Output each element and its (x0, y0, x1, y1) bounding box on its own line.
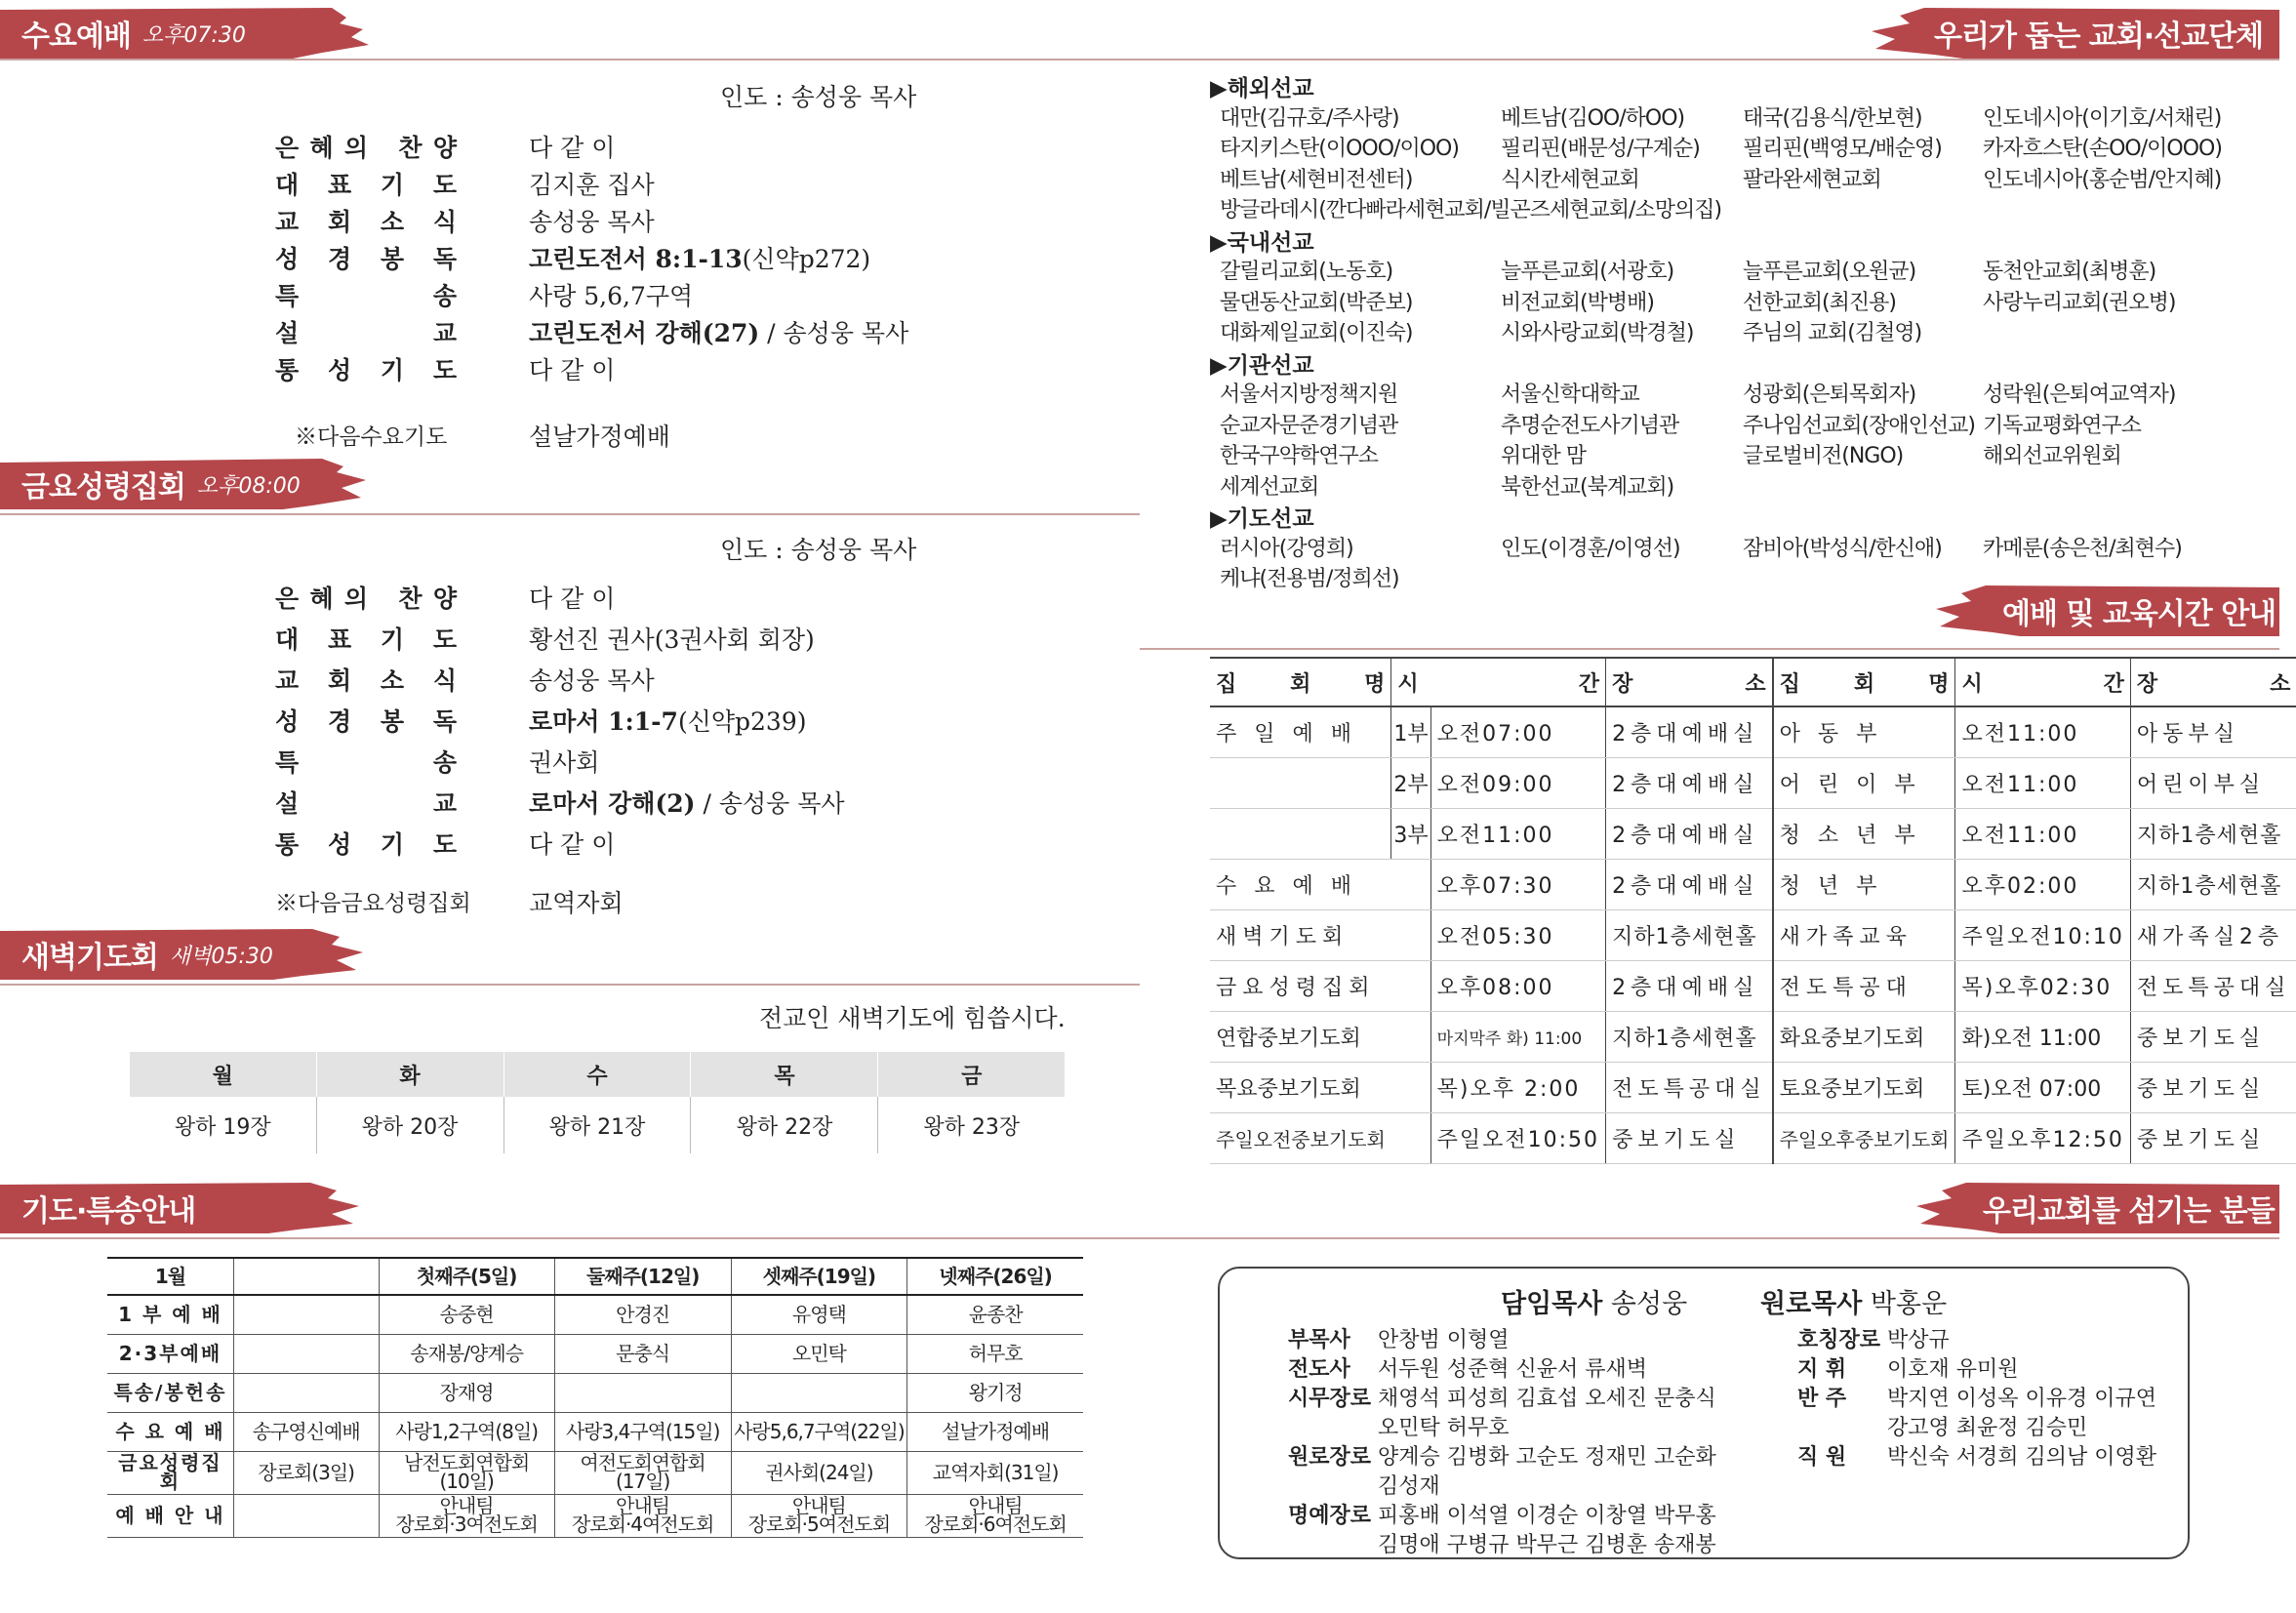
order-label: 통 성 기 도 (275, 830, 457, 859)
meeting-name: 어린이부 (1779, 773, 1933, 797)
staff-names: 양계승 김병화 고순도 정재민 고순화 (1378, 1445, 1716, 1470)
divider (0, 1237, 1140, 1239)
staff-names: 김명애 구병규 박무근 김병훈 송재봉 (1378, 1533, 1716, 1557)
order-label: 특 송 (275, 748, 457, 777)
table-cell (233, 1494, 379, 1537)
mission-item: 인도네시아(홍순범/안지혜) (1983, 167, 2222, 192)
mission-item: 필리핀(배문성/구계순) (1501, 137, 1700, 161)
time-cell: 오전11:00 (1436, 824, 1554, 848)
time-cell: 주일오전10:10 (1961, 925, 2124, 949)
table-cell (731, 1373, 907, 1412)
mission-item: 해외선교위원회 (1983, 444, 2121, 468)
scripture-reference: 로마서 1:1-7 (529, 707, 678, 736)
staff-names: 이호재 유미원 (1887, 1357, 2019, 1382)
mission-item: 추명순전도사기념관 (1501, 413, 1679, 438)
table-cell: 윤종찬 (907, 1295, 1083, 1334)
order-value: 송성웅 목사 (529, 208, 655, 236)
time-cell: 목)오후 2:00 (1436, 1077, 1581, 1102)
time-cell: 오전07:00 (1436, 722, 1554, 746)
mission-item: 케냐(전용범/정희선) (1220, 567, 1399, 591)
banner-schedule (1932, 585, 2279, 636)
order-value: 다 같 이 (529, 356, 616, 384)
table-cell (233, 1373, 379, 1412)
table-header: 시 간 (1961, 671, 2124, 697)
banner-title: 우리가 돕는 교회·선교단체 (1934, 20, 2264, 54)
order-label: 설 교 (275, 319, 457, 347)
worship-schedule-table (1210, 657, 2296, 1164)
mission-item: 늘푸른교회(오원균) (1743, 260, 1916, 284)
table-header: 집 회 명 (1216, 671, 1386, 697)
banner-friday (0, 459, 371, 509)
mission-item: 물댄동산교회(박준보) (1220, 290, 1413, 315)
meeting-name: 아동부 (1779, 722, 1895, 746)
dawn-reading-table (130, 1052, 1065, 1153)
order-label: 성 경 봉 독 (275, 707, 457, 736)
sermon-title: 로마서 강해(2) (529, 789, 696, 818)
location-cell: 중보기도실 (2136, 1128, 2266, 1152)
mission-item: 베트남(김OO/하OO) (1501, 105, 1685, 131)
mission-group-title: ▶기관선교 (1210, 352, 1314, 379)
meeting-name: 청년부 (1779, 874, 1895, 899)
mission-item: 잠비아(박성식/한신애) (1743, 536, 1942, 561)
reading-cell: 왕하 23장 (923, 1114, 1021, 1140)
time-cell: 오전11:00 (1961, 722, 2079, 746)
mission-item: 한국구약학연구소 (1220, 444, 1379, 468)
next-label: ※다음수요기도 (295, 424, 448, 450)
dawn-note: 전교인 새벽기도에 힘씁시다. (759, 1004, 1066, 1032)
day-header: 수 (504, 1052, 691, 1097)
table-cell: 송중현 (379, 1295, 554, 1334)
location-cell: 어린이부실 (2136, 773, 2266, 797)
meeting-name: 새가족교육 (1779, 925, 1913, 949)
order-label: 교 회 소 식 (275, 666, 457, 695)
reading-cell: 왕하 22장 (691, 1097, 878, 1153)
location-cell: 지하1층세현홀 (1612, 925, 1757, 949)
mission-item: 순교자문준경기념관 (1220, 413, 1398, 438)
table-header: 장 소 (1612, 671, 1766, 697)
table-cell: 송구영신예배 (233, 1412, 379, 1451)
table-cell: 여전도회연합회 (17일) (554, 1451, 731, 1494)
order-label: 대 표 기 도 (275, 171, 457, 199)
time-cell: 3부 (1393, 824, 1429, 848)
meeting-name: 주일오후중보기도회 (1779, 1128, 1950, 1151)
time-cell: 오후08:00 (1436, 976, 1554, 1000)
table-cell: 왕기정 (907, 1373, 1083, 1412)
reading-cell: 왕하 19장 (130, 1097, 316, 1153)
staff-role: 전도사 (1288, 1357, 1350, 1382)
mission-item: 갈릴리교회(노동호) (1220, 260, 1393, 284)
staff-names: 박지연 이성옥 이유경 이규연 (1887, 1387, 2157, 1411)
divider (0, 513, 1140, 515)
location-cell: 전도특공대실 (2136, 976, 2291, 1000)
table-cell: 사랑3,4구역(15일) (554, 1412, 731, 1451)
senior-pastor-name: 송성웅 (1610, 1289, 1688, 1319)
time-cell: 오후02:00 (1961, 874, 2079, 899)
table-cell: 1 부 예 배 (107, 1295, 233, 1334)
mission-item: 카자흐스탄(손OO/이OOO) (1983, 137, 2222, 161)
location-cell: 중보기도실 (2136, 1027, 2266, 1051)
mission-group-title: ▶기도선교 (1210, 506, 1314, 532)
mission-item: 서울신학대학교 (1501, 383, 1639, 407)
mission-item: 비전교회(박병배) (1501, 290, 1654, 315)
staff-names: 오민탁 허무호 (1378, 1416, 1510, 1440)
time-cell: 오전05:30 (1436, 925, 1554, 949)
table-cell: 사랑1,2구역(8일) (379, 1412, 554, 1451)
table-header: 장 소 (2136, 671, 2291, 697)
staff-names: 김성재 (1378, 1474, 1440, 1499)
table-cell: 수 요 예 배 (107, 1412, 233, 1451)
divider (1140, 1237, 2279, 1239)
emeritus-pastor-name: 박홍운 (1870, 1289, 1948, 1319)
location-cell: 2층대예배실 (1612, 722, 1759, 746)
table-cell: 금요성령집회 (107, 1451, 233, 1494)
senior-pastor-label: 담임목사 (1501, 1289, 1603, 1319)
table-cell: 안내팀 장로회·4여전도회 (554, 1494, 731, 1537)
staff-names: 강고영 최윤정 김승민 (1887, 1416, 2088, 1440)
mission-item: 성락원(은퇴여교역자) (1983, 383, 2176, 407)
order-value: 다 같 이 (529, 134, 616, 162)
order-label: 대 표 기 도 (275, 625, 457, 654)
mission-item: 세계선교회 (1220, 474, 1319, 500)
order-value: 황선진 권사(3권사회 회장) (529, 625, 815, 654)
meeting-name: 전도특공대 (1779, 976, 1913, 1000)
table-cell: 2·3부예배 (107, 1334, 233, 1373)
table-cell (554, 1373, 731, 1412)
mission-item: 러시아(강영희) (1220, 536, 1353, 561)
location-cell: 2층대예배실 (1612, 976, 1759, 1000)
order-value: 다 같 이 (529, 830, 616, 859)
table-header: 집 회 명 (1779, 671, 1950, 697)
mission-item: 시와사랑교회(박경철) (1501, 321, 1694, 345)
staff-role: 시무장로 (1288, 1387, 1372, 1411)
divider (0, 984, 1140, 986)
day-header: 금 (961, 1064, 983, 1089)
mission-item: 카메룬(송은천/최현수) (1983, 536, 2182, 561)
time-cell: 오전11:00 (1961, 773, 2079, 797)
order-value: 사랑 5,6,7구역 (529, 282, 694, 310)
table-cell: 예 배 안 내 (107, 1494, 233, 1537)
location-cell: 지하1층세현홀 (2136, 874, 2282, 899)
banner-dawn (0, 929, 366, 980)
mission-item: 주나임선교회(장애인선교) (1743, 413, 1975, 438)
table-cell: 장로회(3일) (233, 1451, 379, 1494)
location-cell: 아동부실 (2136, 722, 2239, 746)
time-cell: 토)오전 07:00 (1961, 1077, 2102, 1102)
banner-time: 오후07:30 (141, 22, 246, 48)
order-value: 송성웅 목사 (529, 666, 655, 695)
meeting-name: 주일오전중보기도회 (1216, 1128, 1386, 1151)
table-cell: 남전도회연합회 (10일) (379, 1451, 554, 1494)
banner-staff (1913, 1183, 2279, 1233)
next-value: 교역자회 (529, 889, 624, 917)
order-value: 다 같 이 (529, 585, 616, 613)
time-cell: 마지막주 화) 11:00 (1436, 1029, 1583, 1049)
leader-text: 인도 : 송성웅 목사 (720, 83, 917, 111)
reading-cell: 왕하 21장 (504, 1097, 691, 1153)
table-cell: 허무호 (907, 1334, 1083, 1373)
sermon-preacher: / 송성웅 목사 (695, 789, 845, 818)
emeritus-pastor-label: 원로목사 (1760, 1289, 1863, 1319)
staff-names: 안창범 이형열 (1378, 1328, 1510, 1352)
location-cell: 2층대예배실 (1612, 824, 1759, 848)
mission-item: 태국(김용식/한보현) (1743, 105, 1922, 131)
time-cell: 주일오후12:50 (1961, 1128, 2124, 1152)
table-header: 셋째주(19일) (731, 1258, 907, 1295)
mission-item: 타지키스탄(이OOO/이OO) (1220, 137, 1459, 161)
location-cell: 2층대예배실 (1612, 773, 1759, 797)
banner-title: 예배 및 교육시간 안내 (2002, 597, 2276, 631)
order-value: 김지훈 집사 (529, 171, 655, 199)
day-header: 화 (316, 1052, 504, 1097)
scripture-reference: 고린도전서 8:1-13 (529, 245, 743, 273)
location-cell: 중보기도실 (2136, 1077, 2266, 1102)
location-cell: 중보기도실 (1612, 1128, 1741, 1152)
mission-group-title: ▶국내선교 (1210, 229, 1314, 256)
staff-names: 박신숙 서경희 김의남 이영환 (1887, 1445, 2157, 1470)
staff-role: 원로장로 (1288, 1445, 1372, 1470)
staff-names: 박상규 (1887, 1328, 1950, 1352)
location-cell: 전도특공대실 (1612, 1077, 1766, 1102)
table-cell: 오민탁 (731, 1334, 907, 1373)
mission-item: 베트남(세현비전센터) (1220, 167, 1413, 192)
banner-prayer (0, 1183, 361, 1233)
staff-names: 서두원 성준혁 신윤서 류새벽 (1378, 1357, 1648, 1382)
meeting-name: 청소년부 (1779, 824, 1933, 848)
table-header: 시 간 (1397, 671, 1600, 697)
time-cell: 1부 (1393, 722, 1429, 746)
table-cell (233, 1334, 379, 1373)
day-header: 목 (691, 1052, 878, 1097)
mission-item: 북한선교(북계교회) (1501, 474, 1674, 500)
order-label: 특 송 (275, 282, 457, 310)
meeting-name: 목요중보기도회 (1216, 1077, 1361, 1102)
staff-role: 호칭장로 (1797, 1328, 1881, 1352)
mission-item: 인도네시아(이기호/서채린) (1983, 105, 2222, 131)
banner-title: 기도·특송안내 (21, 1194, 196, 1229)
staff-names: 피홍배 이석열 이경순 이창열 박무홍 (1378, 1504, 1716, 1528)
meeting-name: 토요중보기도회 (1779, 1077, 1925, 1102)
table-cell: 장재영 (379, 1373, 554, 1412)
location-cell: 새가족실2층 (2136, 925, 2284, 949)
table-header: 1월 (107, 1258, 233, 1295)
reading-cell: 왕하 20장 (316, 1097, 504, 1153)
mission-item: 사랑누리교회(권오병) (1983, 290, 2176, 315)
sermon-preacher: / 송성웅 목사 (759, 319, 909, 347)
time-cell: 주일오전10:50 (1436, 1128, 1600, 1152)
table-header (233, 1258, 379, 1295)
mission-item: 선한교회(최진용) (1743, 290, 1896, 315)
mission-item: 팔라완세현교회 (1743, 167, 1881, 192)
prayer-schedule-table (107, 1257, 1083, 1538)
banner-title: 새벽기도회 (21, 941, 158, 975)
mission-item: 동천안교회(최병훈) (1983, 260, 2156, 284)
divider (0, 59, 1140, 60)
staff-role: 명예장로 (1288, 1504, 1372, 1528)
order-label: 은 혜 의 찬 양 (275, 585, 457, 613)
mission-item: 성광회(은퇴목회자) (1743, 383, 1916, 407)
table-cell: 안내팀 장로회·6여전도회 (907, 1494, 1083, 1537)
banner-title: 금요성령집회 (21, 470, 185, 504)
meeting-name: 금요성령집회 (1216, 976, 1376, 1000)
banner-time: 오후08:00 (196, 473, 301, 499)
order-label: 은 혜 의 찬 양 (275, 134, 457, 162)
mission-item: 대만(김규호/주사랑) (1220, 105, 1399, 131)
order-label: 설 교 (275, 789, 457, 818)
table-cell: 사랑5,6,7구역(22일) (731, 1412, 907, 1451)
day-header: 월 (130, 1052, 316, 1097)
mission-item: 위대한 맘 (1501, 444, 1587, 468)
time-cell: 화)오전 11:00 (1961, 1027, 2102, 1051)
mission-item: 주님의 교회(김철영) (1743, 321, 1922, 345)
mission-item: 필리핀(백영모/배순영) (1743, 137, 1942, 161)
next-value: 설날가정예배 (529, 423, 670, 451)
table-header: 첫째주(5일) (379, 1258, 554, 1295)
mission-item: 식시칸세현교회 (1501, 167, 1639, 192)
staff-role: 부목사 (1288, 1328, 1350, 1352)
meeting-name: 연합중보기도회 (1216, 1027, 1361, 1051)
table-cell: 교역자회(31일) (907, 1451, 1083, 1494)
meeting-name: 수요예배 (1216, 874, 1370, 899)
meeting-name: 화요중보기도회 (1779, 1027, 1925, 1051)
table-cell (233, 1295, 379, 1334)
table-header: 넷째주(26일) (907, 1258, 1083, 1295)
mission-item: 인도(이경훈/이영선) (1501, 536, 1680, 561)
sermon-title: 고린도전서 강해(27) (529, 319, 760, 347)
mission-item: 늘푸른교회(서광호) (1501, 260, 1674, 284)
time-cell: 2부 (1393, 773, 1429, 797)
divider (1140, 59, 2279, 60)
location-cell: 2층대예배실 (1612, 874, 1759, 899)
mission-item: 대화제일교회(이진숙) (1220, 321, 1413, 345)
leader-text: 인도 : 송성웅 목사 (720, 536, 917, 564)
banner-title: 우리교회를 섬기는 분들 (1983, 1194, 2275, 1229)
order-label: 통 성 기 도 (275, 356, 457, 384)
table-header: 둘째주(12일) (554, 1258, 731, 1295)
table-cell: 안내팀 장로회·3여전도회 (379, 1494, 554, 1537)
staff-names: 채영석 피성희 김효섭 오세진 문충식 (1378, 1387, 1716, 1411)
table-cell: 설날가정예배 (907, 1412, 1083, 1451)
meeting-name: 새벽기도회 (1216, 925, 1349, 949)
next-label: ※다음금요성령집회 (275, 891, 471, 916)
mission-item: 기독교평화연구소 (1983, 413, 2142, 438)
mission-item: 방글라데시(깐다빠라세현교회/빌곤즈세현교회/소망의집) (1220, 198, 1722, 222)
staff-role: 지 휘 (1797, 1357, 1847, 1382)
time-cell: 오후07:30 (1436, 874, 1554, 899)
table-cell: 안내팀 장로회·5여전도회 (731, 1494, 907, 1537)
order-label: 성 경 봉 독 (275, 245, 457, 273)
location-cell: 지하1층세현홀 (2136, 824, 2282, 848)
staff-role: 반 주 (1797, 1387, 1847, 1411)
time-cell: 오전09:00 (1436, 773, 1554, 797)
mission-item: 서울서지방정책지원 (1220, 383, 1398, 407)
mission-item: 글로벌비전(NGO) (1743, 444, 1904, 468)
divider (1140, 648, 2279, 650)
table-cell: 유영택 (731, 1295, 907, 1334)
order-label: 교 회 소 식 (275, 208, 457, 236)
banner-mission (1866, 8, 2279, 59)
table-cell: 문충식 (554, 1334, 731, 1373)
table-cell: 안경진 (554, 1295, 731, 1334)
scripture-page: (신약p239) (677, 707, 807, 736)
time-cell: 오전11:00 (1961, 824, 2079, 848)
banner-time: 새벽05:30 (169, 944, 273, 969)
mission-group-title: ▶해외선교 (1210, 76, 1314, 101)
table-cell: 송재봉/양계승 (379, 1334, 554, 1373)
table-cell: 권사회(24일) (731, 1451, 907, 1494)
order-value: 권사회 (529, 748, 600, 777)
staff-role: 직 원 (1797, 1445, 1847, 1470)
scripture-page: (신약p272) (742, 245, 871, 273)
banner-wednesday (0, 8, 371, 59)
location-cell: 지하1층세현홀 (1612, 1027, 1757, 1051)
time-cell: 목)오후02:30 (1961, 976, 2113, 1000)
table-cell: 특송/봉헌송 (107, 1373, 233, 1412)
staff-box (1218, 1267, 2190, 1559)
meeting-name: 주일예배 (1216, 722, 1370, 746)
banner-title: 수요예배 (21, 20, 131, 54)
